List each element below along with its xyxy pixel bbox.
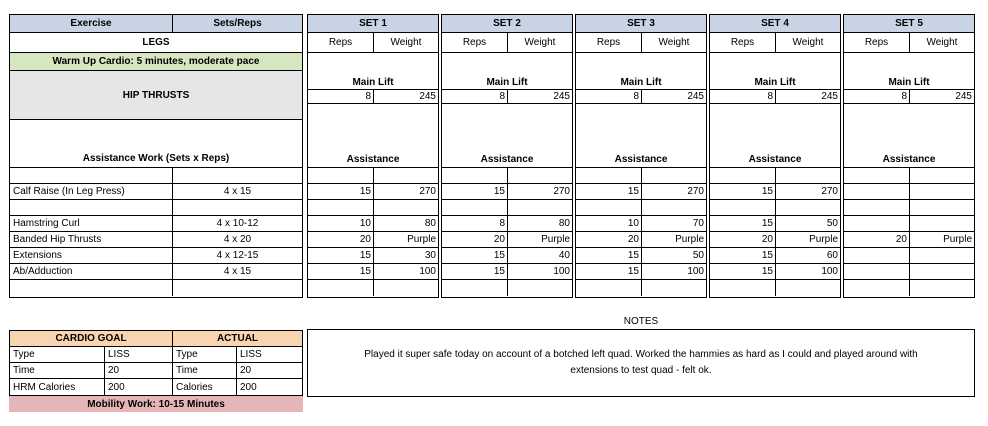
exercise-row [10,184,302,200]
set-labels-row [844,33,974,53]
exercise-name [10,200,173,215]
cardio-goal-label: HRM Calories [10,379,105,395]
set-row [442,200,572,216]
set-weight: 30 [424,250,436,261]
main-lift-name: HIP THRUSTS [122,89,190,101]
set-panel-5 [843,14,975,298]
section-title-row [10,33,302,53]
set-weight [910,184,974,199]
cardio-actual-value: 200 [240,381,257,393]
main-lift-label: Main Lift [888,77,930,88]
set-row [844,264,974,280]
set-header-row [576,15,706,33]
set-row [576,184,706,200]
set-reps [308,200,374,215]
main-lift-label-row [844,53,974,89]
main-lift-weight: 245 [419,91,436,102]
set-weight: 70 [692,218,704,229]
exercise-row [10,264,302,280]
set-panel-4 [709,14,841,298]
set-reps: 15 [308,184,374,199]
set-reps [844,248,910,263]
exercise-name: Calf Raise (In Leg Press) [10,184,173,199]
main-lift-label: Main Lift [486,77,528,88]
set-row [308,264,438,280]
set-reps: 15 [710,184,776,199]
set-reps [308,280,374,296]
set-weight: Purple [541,234,570,245]
weight-label: Weight [524,37,556,48]
cardio-goal-value: 200 [105,379,173,395]
exercise-sets-reps [173,200,302,215]
set-weight: Purple [407,234,436,245]
set-reps [710,280,776,296]
exercise-row [10,200,302,216]
exercise-row [10,280,302,296]
set-reps: 15 [576,248,642,263]
set-reps: 20 [710,232,776,247]
set-row [308,280,438,296]
assistance-label-row [710,104,840,168]
weight-label: Weight [390,37,422,48]
set-reps [844,200,910,215]
assistance-label: Assistance [480,154,534,165]
set-reps: 20 [844,232,910,247]
assistance-label-row [576,104,706,168]
exercise-name: Banded Hip Thrusts [10,232,173,247]
main-lift-label-row [576,53,706,89]
set-row [576,280,706,296]
set-weight: 270 [553,186,570,197]
exercise-row [10,248,302,264]
exercise-sets-reps: 4 x 12-15 [216,250,259,261]
set-weight: 80 [558,218,570,229]
set-weight: 100 [553,266,570,277]
main-lift-weight: 245 [955,91,972,102]
weight-label: Weight [792,37,824,48]
cardio-row [10,363,302,379]
cardio-actual-label: Type [173,347,237,362]
set-header-row [442,15,572,33]
exercise-header-row [10,15,302,33]
set-weight: 270 [821,186,838,197]
main-lift-label-row [710,53,840,89]
main-lift-values-row [576,89,706,104]
main-lift-values-row [442,89,572,104]
set-row [844,200,974,216]
cardio-actual-value: 20 [240,365,252,376]
set-reps: 15 [442,248,508,263]
set-weight: 50 [826,218,838,229]
set-reps [576,200,642,215]
exercise-sets-reps: 4 x 15 [223,186,252,197]
set-reps: 15 [442,264,508,279]
set-row [576,216,706,232]
set-row [442,216,572,232]
assistance-label: Assistance [614,154,668,165]
set-header-row [844,15,974,33]
set-reps [844,264,910,279]
set-labels-row [442,33,572,53]
set-row [844,280,974,296]
main-lift-label: Main Lift [620,77,662,88]
set-reps: 8 [442,216,508,231]
set-weight [910,216,974,231]
main-lift-values-row [710,89,840,104]
set-reps: 10 [308,216,374,231]
set-reps [710,200,776,215]
set-reps: 20 [308,232,374,247]
set-row [308,248,438,264]
cardio-row [10,379,302,395]
main-lift-reps: 8 [844,90,910,103]
main-lift-weight: 245 [687,91,704,102]
set-row [442,232,572,248]
set-weight [910,280,974,296]
set-row [576,264,706,280]
set-panel-1 [307,14,439,298]
sets-reps-header: Sets/Reps [213,18,262,29]
set-weight: 40 [558,250,570,261]
set-weight: Purple [943,234,972,245]
set-row [710,232,840,248]
assistance-label: Assistance [882,154,936,165]
set-title: SET 5 [895,18,923,29]
cardio-goal-label: Type [10,347,105,362]
main-lift-label-row [442,53,572,89]
notes-text-line-1: Played it super safe today on account of a botched left quad. Worked the hammies as hard as I could and played around with [364,349,918,360]
spacer-row [10,168,302,184]
set-row [308,200,438,216]
cardio-goal-value: LISS [105,347,173,362]
set-reps [442,280,508,296]
set-row [308,184,438,200]
set-weight: 270 [419,186,436,197]
set-row [576,248,706,264]
set-reps: 20 [576,232,642,247]
set-weight: Purple [809,234,838,245]
assistance-label-row [308,104,438,168]
exercise-name: Extensions [10,248,173,263]
cardio-goal-label: Time [10,363,105,378]
set-row [308,232,438,248]
set-reps: 20 [442,232,508,247]
set-reps [442,200,508,215]
set-weight [508,280,572,296]
main-lift-reps: 8 [308,90,374,103]
set-weight [642,280,706,296]
set-labels-row [576,33,706,53]
set-labels-row [308,33,438,53]
exercise-name [10,280,173,296]
cardio-actual-title: ACTUAL [216,333,259,344]
cardio-header-row [10,331,302,347]
cardio-goal-value: 20 [105,363,173,378]
assistance-label: Assistance [748,154,802,165]
set-weight [508,200,572,215]
reps-label: Reps [308,33,374,52]
set-reps: 15 [710,264,776,279]
warmup-text: Warm Up Cardio: 5 minutes, moderate pace [52,56,260,67]
exercise-sets-reps: 4 x 10-12 [216,218,259,229]
main-lift-label-row [308,53,438,89]
set-weight: 270 [687,186,704,197]
set-row [844,216,974,232]
set-reps: 15 [710,216,776,231]
set-reps [576,280,642,296]
set-reps: 15 [308,264,374,279]
spacer-row [308,168,438,184]
section-title: LEGS [142,37,170,48]
set-row [710,216,840,232]
set-title: SET 1 [359,18,387,29]
set-reps: 15 [576,264,642,279]
set-panel-3 [575,14,707,298]
main-lift-reps: 8 [442,90,508,103]
main-lift-reps: 8 [710,90,776,103]
reps-label: Reps [844,33,910,52]
set-title: SET 4 [761,18,789,29]
main-lift-weight: 245 [821,91,838,102]
notes-title: NOTES [623,316,659,327]
set-panel-2 [441,14,573,298]
main-lift-label: Main Lift [352,77,394,88]
cardio-table [9,330,303,396]
set-header-row [710,15,840,33]
set-weight: 50 [692,250,704,261]
set-header-row [308,15,438,33]
set-reps: 10 [576,216,642,231]
main-lift-values-row [308,89,438,104]
set-row [442,280,572,296]
set-weight: 80 [424,218,436,229]
set-weight [910,200,974,215]
set-row [442,184,572,200]
set-weight [910,248,974,263]
mobility-work: Mobility Work: 10-15 Minutes [9,396,303,412]
set-reps: 15 [308,248,374,263]
cardio-actual-value: LISS [240,349,262,360]
weight-label: Weight [658,37,690,48]
spacer-row [710,168,840,184]
set-row [844,248,974,264]
set-row [710,264,840,280]
spacer-row [442,168,572,184]
notes-box [307,329,975,397]
set-weight: 60 [826,250,838,261]
main-lift-weight: 245 [553,91,570,102]
cardio-panel [9,330,303,412]
main-lift-row [10,71,302,120]
spacer-row [844,168,974,184]
set-weight [374,200,438,215]
main-lift-reps: 8 [576,90,642,103]
exercise-name: Ab/Adduction [10,264,173,279]
set-row [308,216,438,232]
exercise-name: Hamstring Curl [10,216,173,231]
set-weight [776,280,840,296]
set-row [844,184,974,200]
warmup-row [10,53,302,71]
spacer-row [576,168,706,184]
exercise-header: Exercise [10,15,173,32]
set-row [576,232,706,248]
exercise-row [10,216,302,232]
set-weight: 100 [821,266,838,277]
reps-label: Reps [442,33,508,52]
notes-text-line-2: extensions to test quad - felt ok. [570,365,712,376]
cardio-actual-label: Time [173,363,237,378]
assistance-label-row [442,104,572,168]
main-lift-values-row [844,89,974,104]
set-row [710,184,840,200]
set-reps: 15 [710,248,776,263]
set-weight [776,200,840,215]
cardio-actual-label: Calories [173,379,237,395]
set-row [844,232,974,248]
assistance-label: Assistance [346,154,400,165]
set-row [442,248,572,264]
weight-label: Weight [926,37,958,48]
set-weight: 100 [687,266,704,277]
cardio-row [10,347,302,363]
set-labels-row [710,33,840,53]
assistance-title-row [10,120,302,168]
exercise-panel [9,14,303,298]
set-reps: 15 [576,184,642,199]
set-title: SET 3 [627,18,655,29]
set-weight [910,264,974,279]
set-row [710,200,840,216]
main-lift-label: Main Lift [754,77,796,88]
set-title: SET 2 [493,18,521,29]
set-weight: Purple [675,234,704,245]
set-reps [844,184,910,199]
exercise-row [10,232,302,248]
cardio-goal-title: CARDIO GOAL [10,331,173,346]
set-reps: 15 [442,184,508,199]
set-weight: 100 [419,266,436,277]
set-reps [844,216,910,231]
set-weight [642,200,706,215]
set-weight [374,280,438,296]
exercise-sets-reps [173,280,302,296]
reps-label: Reps [576,33,642,52]
set-reps [844,280,910,296]
assistance-title: Assistance Work (Sets x Reps) [82,153,230,164]
exercise-sets-reps: 4 x 20 [223,234,252,245]
set-row [710,248,840,264]
set-row [442,264,572,280]
reps-label: Reps [710,33,776,52]
assistance-label-row [844,104,974,168]
set-row [710,280,840,296]
exercise-sets-reps: 4 x 15 [223,266,252,277]
set-row [576,200,706,216]
